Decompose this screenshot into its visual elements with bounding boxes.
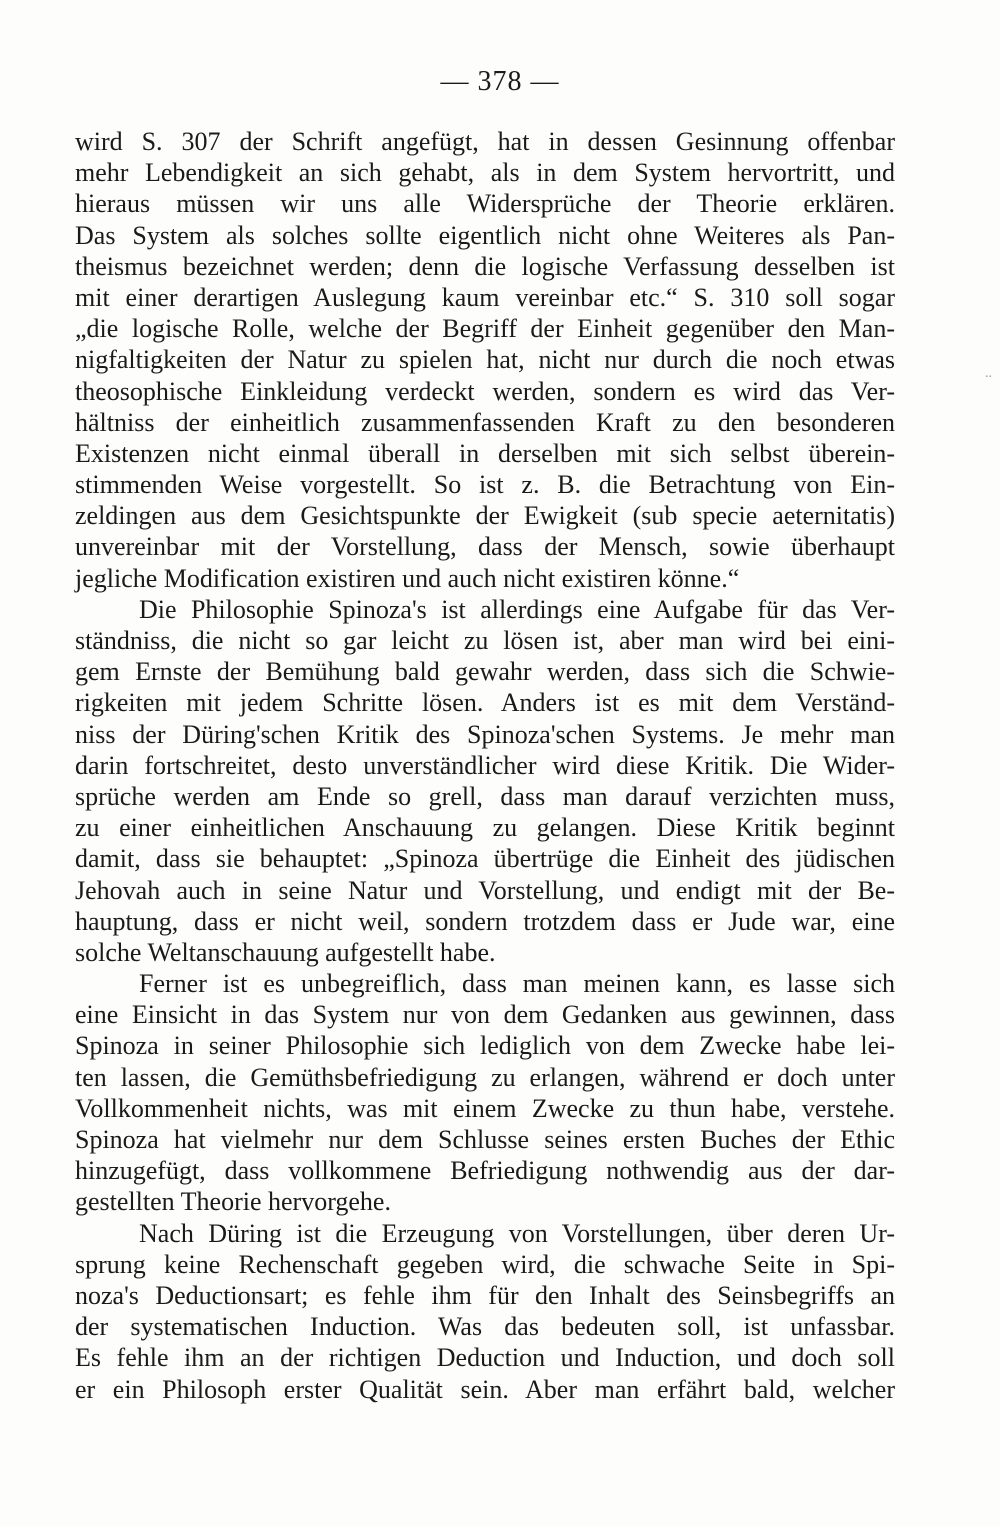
text-line: damit, dass sie behauptet: „Spinoza übertrüge die Einheit des jüdischen — [75, 844, 895, 874]
text-line: theosophische Einkleidung verdeckt werden, sondern es wird das Ver- — [75, 376, 895, 406]
text-line: hauptung, dass er nicht weil, sondern trotzdem dass er Jude war, eine — [75, 906, 895, 936]
text-line: Spinoza in seiner Philosophie sich lediglich von dem Zwecke habe lei- — [75, 1031, 895, 1061]
text-line: niss der Düring'schen Kritik des Spinoza'schen Systems. Je mehr man — [75, 719, 895, 749]
text-line: ten lassen, die Gemüthsbefriedigung zu erlangen, während er doch unter — [75, 1062, 895, 1092]
text-line: Spinoza hat vielmehr nur dem Schlusse seines ersten Buches der Ethic — [75, 1125, 895, 1154]
text-line: sprung keine Rechenschaft gegeben wird, die schwache Seite in Spi- — [75, 1249, 895, 1279]
text-line: Nach Düring ist die Erzeugung von Vorstellungen, über deren Ur- — [139, 1218, 895, 1248]
text-line: unvereinbar mit der Vorstellung, dass der Mensch, sowie überhaupt — [75, 532, 895, 562]
text-line: Das System als solches sollte eigentlich nicht ohne Weiteres als Pan- — [75, 220, 895, 250]
text-line: gestellten Theorie hervorgehe. — [75, 1187, 391, 1217]
edge-mark: .. — [985, 366, 992, 381]
text-line: Jehovah auch in seine Natur und Vorstellung, und endigt mit der Be- — [75, 875, 895, 905]
text-line: zeldingen aus dem Gesichtspunkte der Ewigkeit (sub specie aeternitatis) — [75, 501, 895, 531]
text-line: eine Einsicht in das System nur von dem Gedanken aus gewinnen, dass — [75, 1000, 895, 1030]
text-line: „die logische Rolle, welche der Begriff der Einheit gegenüber den Man- — [75, 314, 895, 344]
text-line: zu einer einheitlichen Anschauung zu gelangen. Diese Kritik beginnt — [75, 813, 895, 843]
text-line: mehr Lebendigkeit an sich gehabt, als in dem System hervortritt, und — [75, 158, 895, 188]
text-line: ständniss, die nicht so gar leicht zu lösen ist, aber man wird bei eini- — [75, 626, 895, 655]
page-number: — 378 — — [440, 66, 560, 97]
text-line: gem Ernste der Bemühung bald gewahr werden, dass sich die Schwie- — [75, 657, 895, 687]
text-line: Vollkommenheit nichts, was mit einem Zwecke zu thun habe, verstehe. — [75, 1093, 895, 1123]
text-line: solche Weltanschauung aufgestellt habe. — [75, 937, 496, 967]
text-line: hinzugefügt, dass vollkommene Befriedigung nothwendig aus der dar- — [75, 1156, 895, 1186]
text-line: noza's Deductionsart; es fehle ihm für den Inhalt des Seinsbegriffs an — [75, 1280, 895, 1310]
text-line: theismus bezeichnet werden; denn die logische Verfassung desselben ist — [75, 251, 895, 281]
text-line: er ein Philosoph erster Qualität sein. Aber man erfährt bald, welcher — [75, 1374, 895, 1404]
text-line: der systematischen Induction. Was das bedeuten soll, ist unfassbar. — [75, 1312, 895, 1342]
text-line: hältniss der einheitlich zusammenfassenden Kraft zu den besonderen — [75, 407, 895, 437]
text-line: wird S. 307 der Schrift angefügt, hat in dessen Gesinnung offenbar — [75, 127, 895, 156]
text-line: Existenzen nicht einmal überall in derselben mit sich selbst überein- — [75, 438, 895, 468]
text-line: Es fehle ihm an der richtigen Deduction und Induction, und doch soll — [75, 1343, 895, 1373]
text-line: sprüche werden am Ende so grell, dass man darauf verzichten muss, — [75, 781, 895, 811]
text-line: jegliche Modification existiren und auch nicht existiren könne.“ — [75, 563, 740, 593]
text-line: darin fortschreitet, desto unverständlicher wird diese Kritik. Die Wider- — [75, 750, 895, 780]
text-line: rigkeiten mit jedem Schritte lösen. Anders ist es mit dem Verständ- — [75, 688, 895, 718]
text-line: mit einer derartigen Auslegung kaum vereinbar etc.“ S. 310 soll sogar — [75, 282, 895, 312]
text-line: stimmenden Weise vorgestellt. So ist z. B. die Betrachtung von Ein- — [75, 470, 895, 500]
text-line: Ferner ist es unbegreiflich, dass man meinen kann, es lasse sich — [139, 969, 895, 999]
text-line: Die Philosophie Spinoza's ist allerdings eine Aufgabe für das Ver- — [139, 594, 895, 624]
text-line: nigfaltigkeiten der Natur zu spielen hat, nicht nur durch die noch etwas — [75, 345, 895, 375]
text-line: hieraus müssen wir uns alle Widersprüche der Theorie erklären. — [75, 189, 895, 219]
body-text — [75, 126, 895, 1405]
